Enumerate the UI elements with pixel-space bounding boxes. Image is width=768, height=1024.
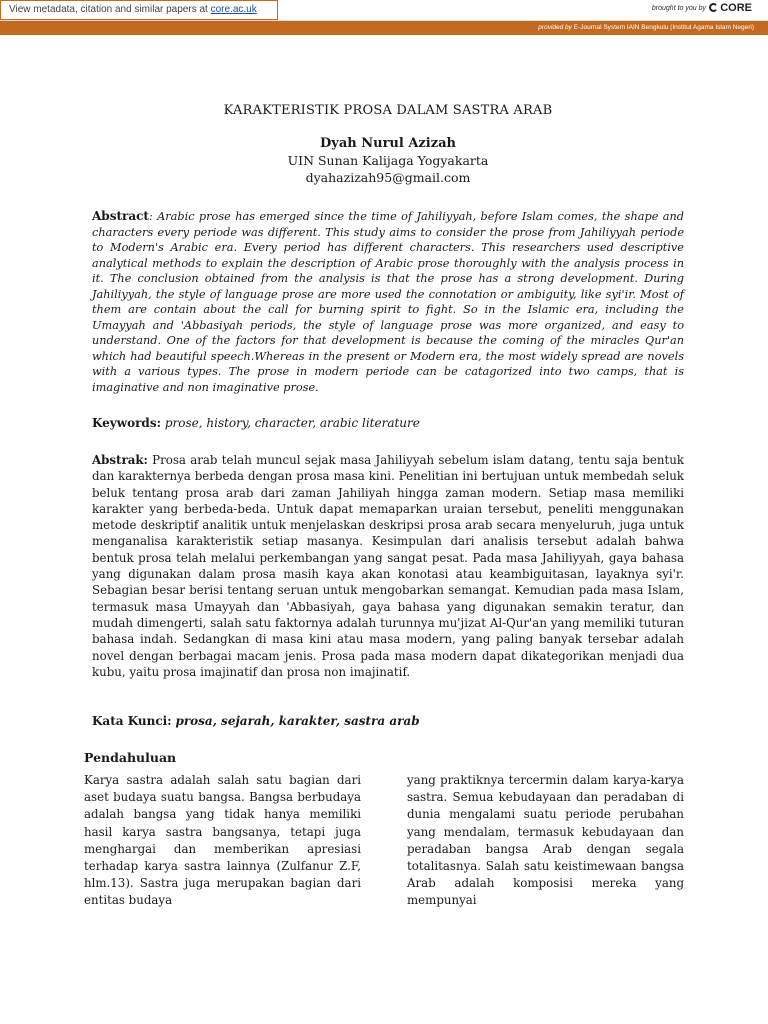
abstract-en-label: Abstract	[92, 209, 149, 223]
core-logo[interactable]	[709, 2, 752, 14]
abstract-id-label: Abstrak:	[92, 453, 148, 467]
core-header	[0, 0, 768, 21]
keywords-id-values: prosa, sejarah, karakter, sastra arab	[175, 714, 420, 728]
keywords-en-label: Keywords:	[92, 416, 162, 430]
core-logo-text: CORE	[720, 2, 752, 14]
core-metadata-link[interactable]: core.ac.uk	[210, 4, 257, 15]
keywords-en-values: prose, history, character, arabic literature	[164, 416, 420, 430]
body-column-right: yang praktiknya tercermin dalam karya-karya sastra. Semua kebudayaan dan peradaban di dunia mengalami suatu periode perubahan yang mendalam, termasuk kebudayaan dan peradaban bangsa Arab dengan segala totalitasnya. Salah satu keistimewaan bangsa Arab adalah komposisi mereka yang mempunyai	[407, 773, 684, 908]
core-logo-icon	[709, 3, 718, 12]
core-metadata-text: View metadata, citation and similar papers at	[9, 4, 211, 15]
abstract-id-text: Prosa arab telah muncul sejak masa Jahiliyyah sebelum islam datang, tentu saja bentuk dan karakternya berbeda dengan prosa masa kini. Penelitian ini bertujuan untuk membedah seluk beluk tentang prosa arab dari zaman Jahiliyah hingga zaman modern. Setiap masa memiliki karakter yang berbeda-beda. Untuk dapat memaparkan uraian tersebut, peneliti menggunakan metode deskriptif analitik untuk menjelaskan deskripsi prosa arab secara menyeluruh, juga untuk menganalisa karakteristik setiap masanya. Kesimpulan dari analisis tersebut adalah bahwa bentuk prosa telah melalui perkembangan yang sangat pesat. Pada masa Jahiliyyah, gaya bahasa yang digunakan dalam prosa masih kaya akan konotasi atau keambiguitasan, layaknya syi'r. Sebagian besar berisi tentang seruan untuk mengobarkan semangat. Kemudian pada masa Islam, termasuk masa Umayyah dan 'Abbasiyah, gaya bahasa yang digunakan semakin teratur, dan mudah dimengerti, salah satu faktornya adalah turunnya mu'jizat Al-Qur'an yang memiliki tuturan bahasa indah. Sedangkan di masa kini atau masa modern, yang paling banyak tersebar adalah novel dengan berbagai macam jenis. Prosa pada masa modern dapat dikategorikan menjadi dua kubu, yaitu prosa imajinatif dan prosa non imajinatif.	[92, 453, 685, 679]
section-heading: Pendahuluan	[84, 750, 177, 765]
keywords-english	[92, 416, 420, 430]
core-metadata-banner[interactable]	[0, 0, 278, 20]
core-brought-by: brought to you by	[651, 5, 706, 12]
author-email: dyahazizah95@gmail.com	[305, 170, 471, 185]
core-provider-bar	[0, 21, 768, 35]
abstract-en-text: : Arabic prose has emerged since the time of Jahiliyyah, before Islam comes, the shape and characters every periode was different. This study aims to consider the prose from Jahiliyyah periode to Modern's Arabic era. Every period has different characters. This researchers used descriptive analytical methods to explain the description of Arabic prose thoroughly with the analysis process in it. The conclusion obtained from the analysis is that the prose has a strong development. During Jahiliyyah, the style of language prose are more used the connotation or ambiguity, like syi'ir. Most of them are contain about the call for burning spirit to fight. So in the Islamic era, including the Umayyah and 'Abbasiyah periods, the style of language prose was more organized, and easy to understand. One of the factors for that development is because the coming of the miracles Qur'an which had beautiful speech.Whereas in the present or Modern era, the most widely spread are novels with a various types. The prose in modern periode can be catagorized into two camps, that is imaginative and non imaginative prose.	[92, 210, 684, 394]
abstract-indonesian	[92, 452, 684, 680]
keywords-id-label: Kata Kunci:	[92, 714, 172, 728]
paper-title: KARAKTERISTIK PROSA DALAM SASTRA ARAB	[223, 103, 553, 118]
core-provided-by: provided by	[538, 24, 572, 31]
author-name: Dyah Nurul Azizah	[320, 136, 456, 151]
body-column-left: Karya sastra adalah salah satu bagian dari aset budaya suatu bangsa. Bangsa berbudaya adalah bangsa yang tidak hanya memiliki hasil karya sastra bangsanya, tetapi juga menghargai dan memberikan apresiasi terhadap karya sastra lainnya (Zulfanur Z.F, hlm.13). Sastra juga merupakan bagian dari entitas budaya	[84, 773, 361, 908]
abstract-english	[92, 209, 684, 395]
keywords-indonesian	[92, 714, 420, 728]
core-provider: E-Journal System IAIN Bengkulu (Institut Agama Islam Negeri)	[573, 24, 754, 31]
author-affiliation: UIN Sunan Kalijaga Yogyakarta	[287, 153, 489, 168]
